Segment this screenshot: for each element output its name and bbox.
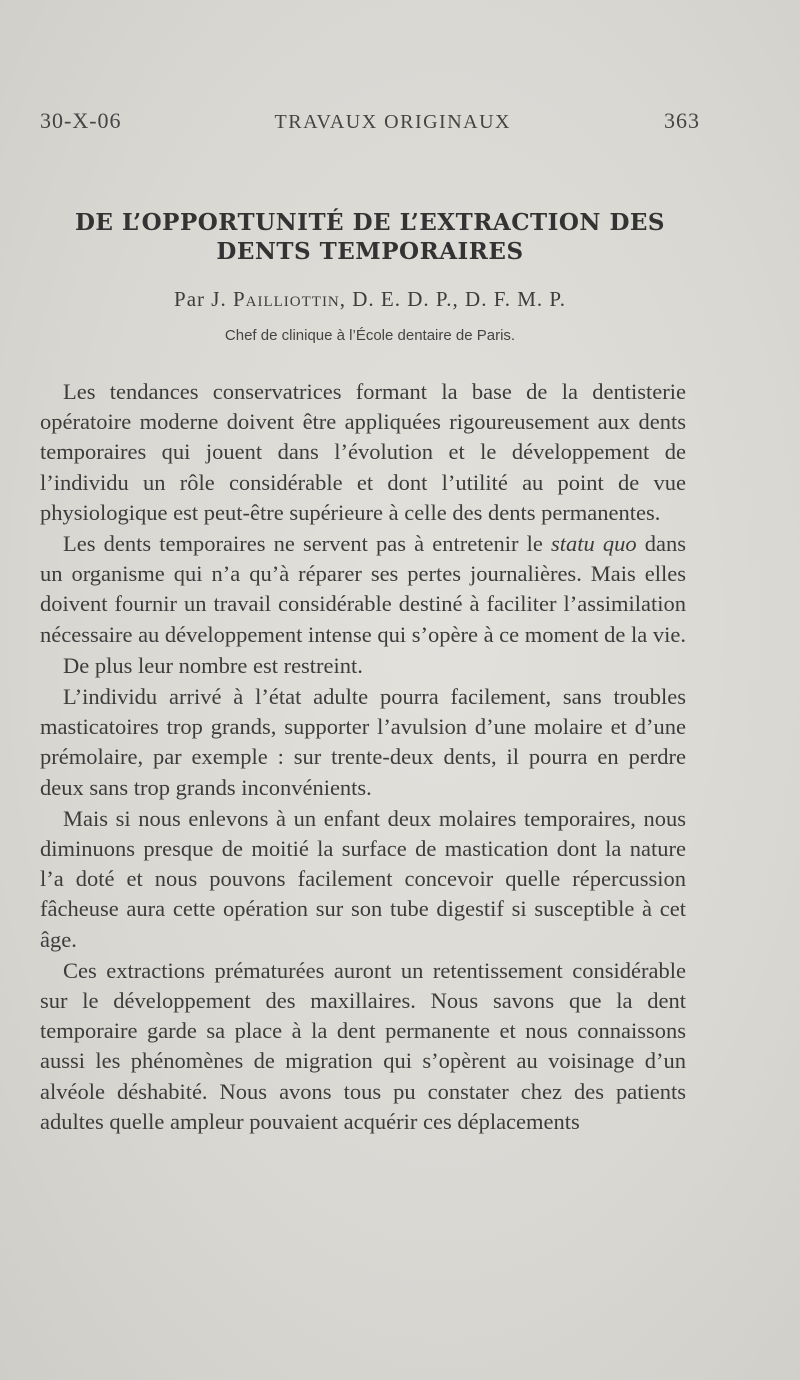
paragraph-3: De plus leur nombre est restreint. — [63, 652, 363, 678]
running-header — [40, 108, 700, 134]
author-name: Pailliottin — [232, 287, 340, 311]
paragraph-1: Les tendances conservatrices formant la base de la dentisterie opératoire moderne doivent être appliquées rigoureusement aux dents temporaires qui jouent dans l’évolution et le développement de l’individu un rôle considérable et dont l’utilité au point de vue physiologique est peut-être supérieure à celle des dents permanentes. — [40, 379, 686, 525]
article-body — [40, 377, 686, 1137]
paragraph-2-end: dans un organisme qui n’a qu’à réparer ses pertes journalières. Mais elles doivent fournir un travail considérable destiné à faciliter l’assimilation nécessaire au développement intense qui s’opère à ce moment de la vie. — [40, 531, 686, 647]
paragraph-2 — [40, 529, 686, 650]
page-number: 363 — [663, 108, 700, 133]
author-line — [40, 287, 700, 312]
header-section-title: TRAVAUX ORIGINAUX — [274, 111, 511, 133]
latin-phrase: statu quo — [550, 531, 637, 557]
paragraph-6: Ces extractions prématurées auront un retentissement considérable sur le développement des maxillaires. Nous savons que la dent temporaire garde sa place à la dent permanente et nous connaissons aussi les phénomènes de migration qui s’opèrent au voisinage d’un alvéole déshabité. Nous avons tous pu constater chez des patients adultes quelle ampleur pouvaient acquérir ces déplacements — [40, 957, 686, 1134]
author-degrees: , D. E. D. P., D. F. M. P. — [339, 287, 566, 311]
author-prefix: Par J. — [174, 287, 233, 311]
title-line-2: DENTS TEMPORAIRES — [216, 238, 524, 265]
paragraph-4: L’individu arrivé à l’état adulte pourra facilement, sans troubles masticatoires trop grands, supporter l’avulsion d’une molaire et d’une prémolaire, par exemple : sur trente-deux dents, il pourra en perdre deux sans trop grands inconvénients. — [40, 684, 686, 800]
author-affiliation: Chef de clinique à l’École dentaire de Paris. — [224, 327, 516, 344]
paragraph-2-start: Les dents temporaires ne servent pas à entretenir le — [63, 531, 551, 557]
paragraph-5: Mais si nous enlevons à un enfant deux molaires temporaires, nous diminuons presque de moitié la surface de mastication dont la nature l’a doté et nous pouvons facilement concevoir quelle répercussion fâcheuse aura cette opération sur son tube digestif si susceptible à cet âge. — [40, 805, 686, 952]
header-date: 30-X-06 — [40, 108, 122, 133]
article-title — [40, 208, 700, 266]
title-line-1: DE L’OPPORTUNITÉ DE L’EXTRACTION DES — [74, 209, 666, 236]
